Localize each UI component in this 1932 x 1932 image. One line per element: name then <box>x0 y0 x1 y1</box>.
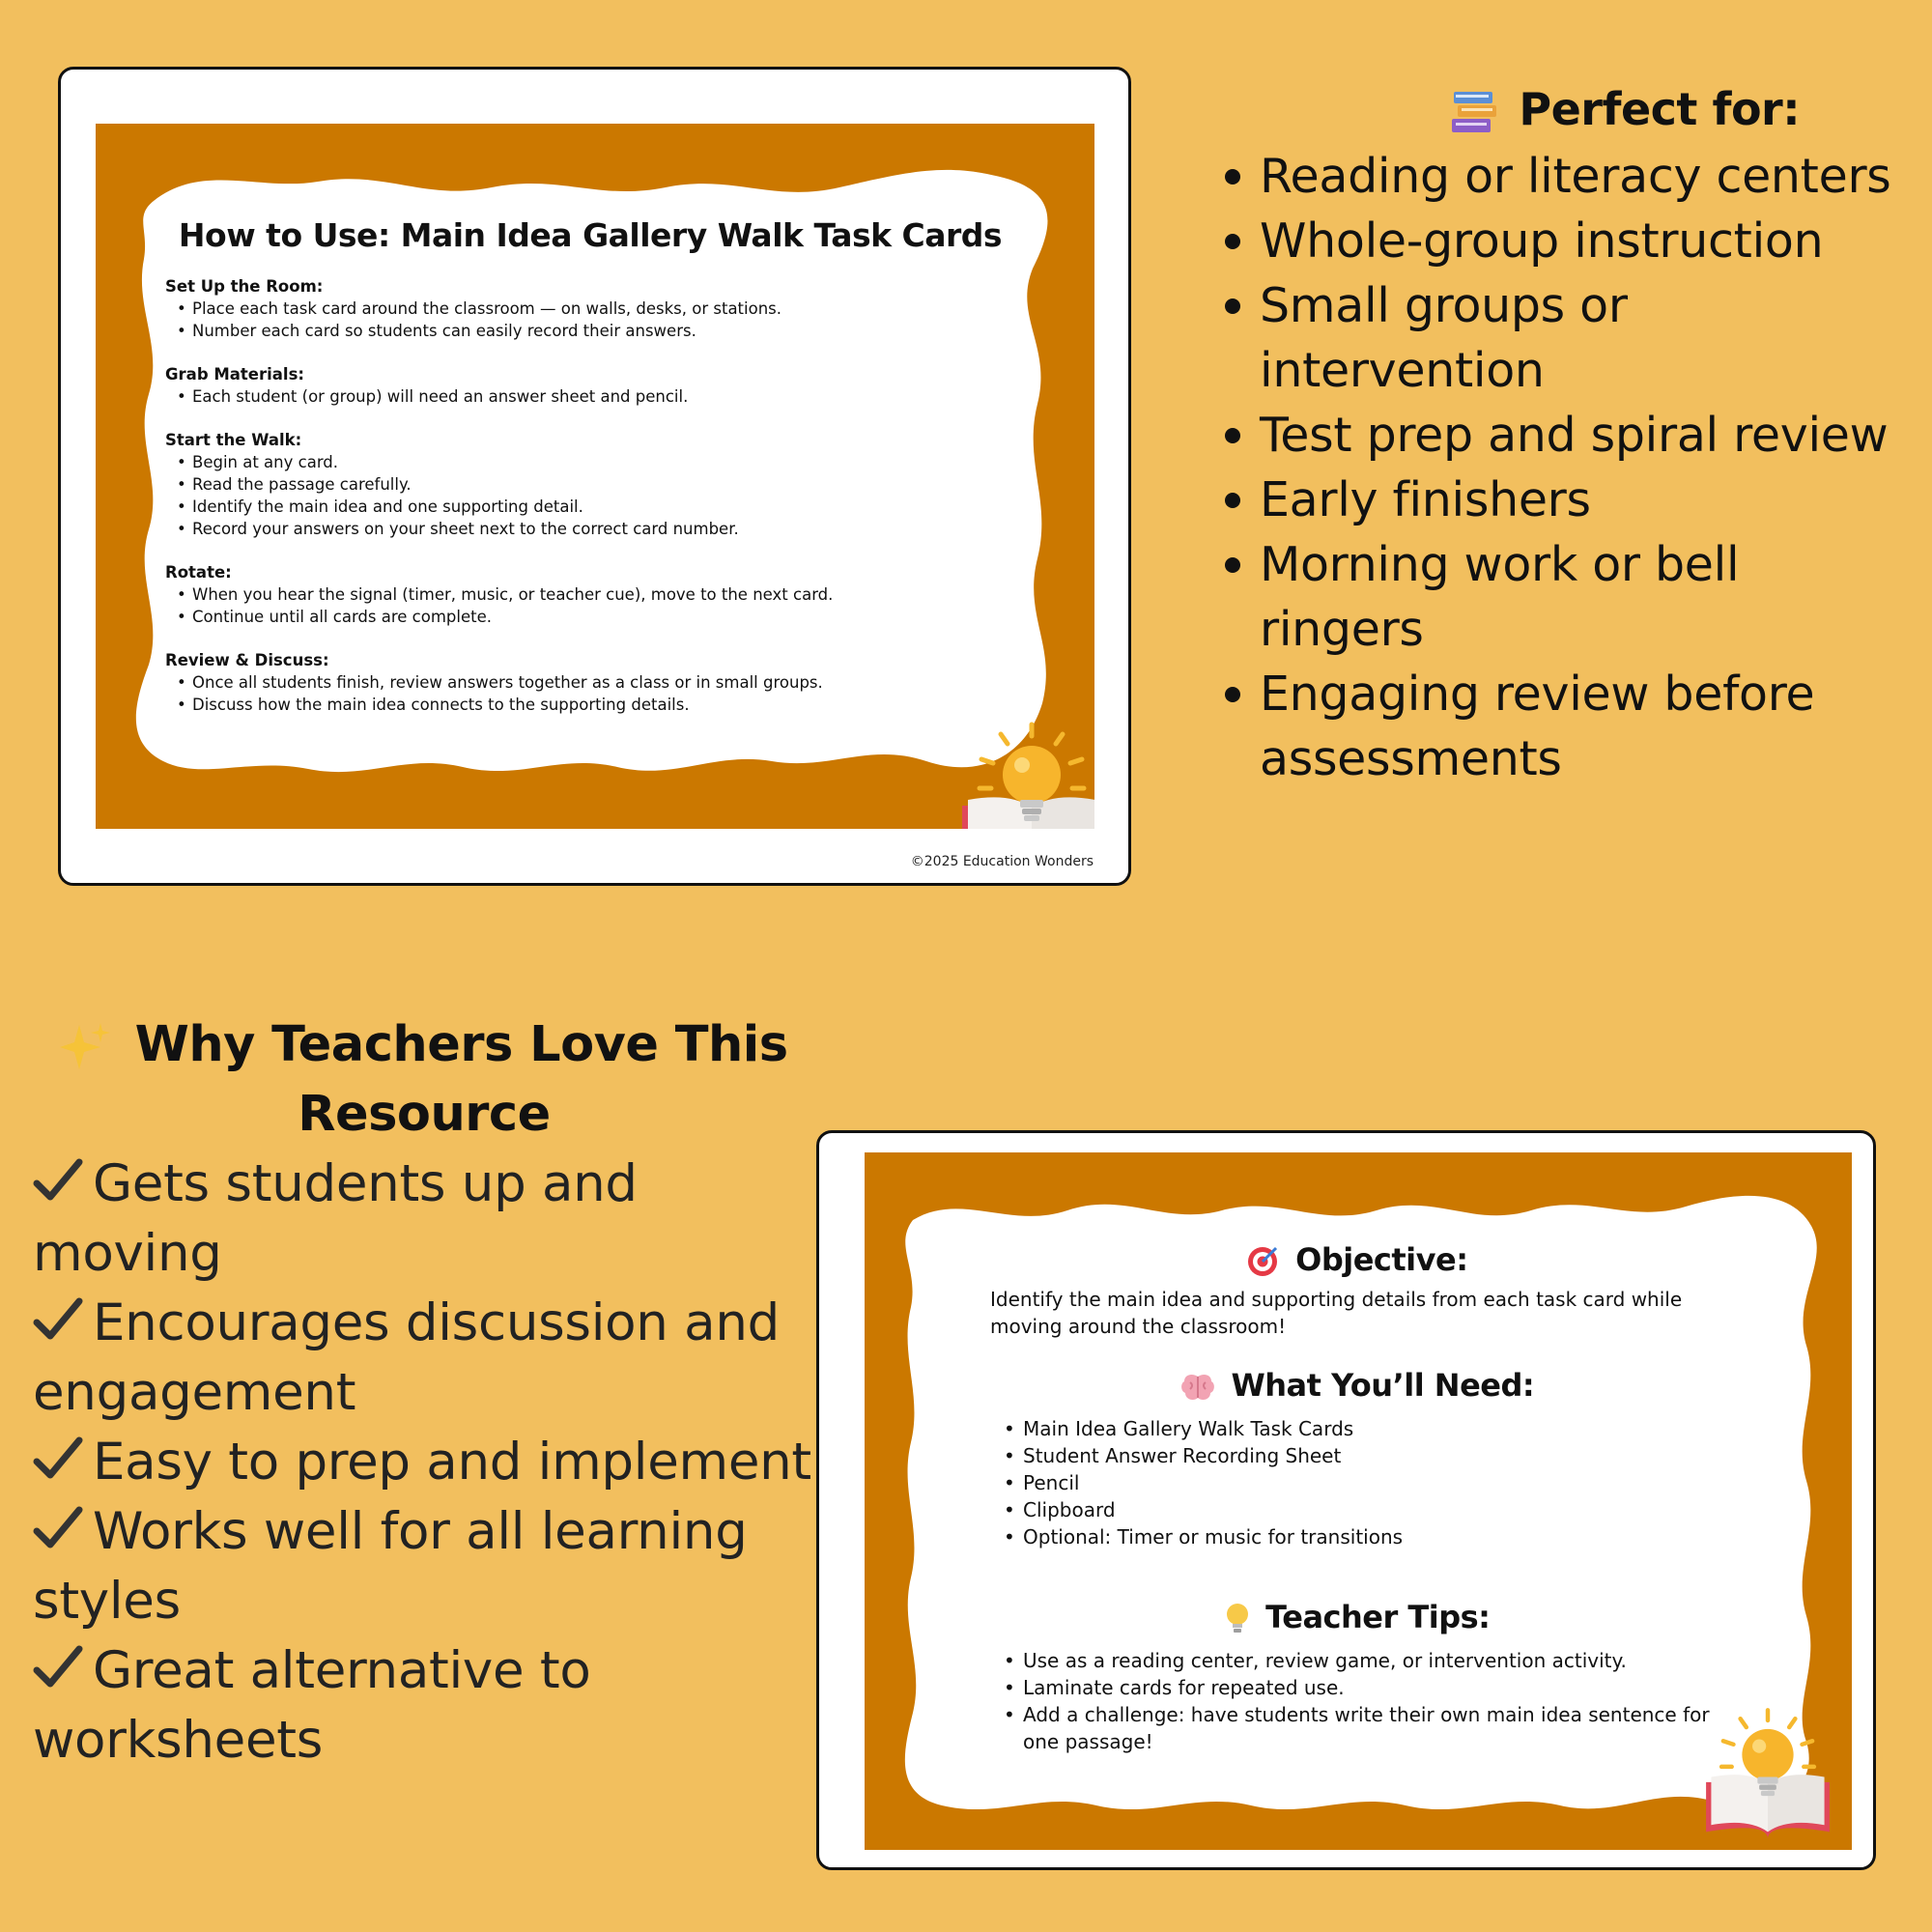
tips-title: Teacher Tips: <box>1265 1599 1491 1635</box>
section-heading: Review & Discuss: <box>165 651 329 669</box>
perfect-for-title: Perfect for: <box>1519 83 1801 135</box>
list-item: • Identify the main idea and one supporting detail. <box>192 496 1015 518</box>
list-item: • Optional: Timer or music for transitions <box>1023 1523 1724 1550</box>
list-item-text: Great alternative to worksheets <box>33 1641 591 1770</box>
tips-list <box>990 1647 1724 1755</box>
check-icon <box>33 1435 83 1483</box>
list-item-text: Encourages discussion and engagement <box>33 1293 780 1422</box>
list-item <box>33 1636 835 1776</box>
objective-heading <box>990 1241 1724 1278</box>
perfect-for-section <box>1219 83 1915 791</box>
section-rotate <box>165 561 1015 628</box>
list-item <box>33 1289 835 1428</box>
list-item: • When you hear the signal (timer, music, or teacher cue), move to the next card. <box>192 583 1015 606</box>
check-icon <box>33 1504 83 1552</box>
needs-title: What You’ll Need: <box>1231 1367 1535 1404</box>
list-item: • Discuss how the main idea connects to the supporting details. <box>192 694 1015 716</box>
list-item: • Once all students finish, review answers together as a class or in small groups. <box>192 671 1015 694</box>
list-item: Whole-group instruction <box>1260 209 1915 273</box>
list-item: • Add a challenge: have students write their own main idea sentence for one passage! <box>1023 1701 1724 1755</box>
list-item: • Number each card so students can easily record their answers. <box>192 320 1015 342</box>
sparkles-icon <box>60 1021 112 1073</box>
list-item: • Each student (or group) will need an answer sheet and pencil. <box>192 385 1015 408</box>
list-item: • Main Idea Gallery Walk Task Cards <box>1023 1415 1724 1442</box>
section-grab-materials <box>165 363 1015 408</box>
list-item: • Laminate cards for repeated use. <box>1023 1674 1724 1701</box>
section-review-discuss <box>165 649 1015 716</box>
section-start-walk <box>165 429 1015 540</box>
needs-block <box>990 1367 1724 1550</box>
section-heading: Set Up the Room: <box>165 277 324 296</box>
how-to-use-card <box>58 67 1131 886</box>
lightbulb-book-icon <box>953 719 1094 829</box>
list-item <box>33 1497 835 1636</box>
how-to-use-content <box>165 216 1015 737</box>
list-item: Reading or literacy centers <box>1260 144 1915 209</box>
check-icon <box>33 1156 83 1205</box>
tips-block <box>990 1599 1724 1755</box>
list-item: • Place each task card around the classroom — on walls, desks, or stations. <box>192 298 1015 320</box>
why-teachers-title: Why Teachers Love This Resource <box>134 1016 788 1143</box>
objective-text: Identify the main idea and supporting details from each task card while moving around the classroom! <box>990 1288 1683 1338</box>
how-to-use-title: How to Use: Main Idea Gallery Walk Task Cards <box>178 216 1003 254</box>
check-icon <box>33 1295 83 1344</box>
list-item <box>33 1150 835 1289</box>
list-item <box>33 1428 835 1497</box>
perfect-for-list <box>1219 144 1915 791</box>
why-teachers-heading <box>33 1010 815 1150</box>
list-item-text: Easy to prep and implement <box>93 1433 811 1492</box>
list-item-text: Works well for all learning styles <box>33 1502 748 1631</box>
objective-title: Objective: <box>1295 1241 1468 1278</box>
lightbulb-icon <box>1225 1603 1250 1635</box>
needs-heading <box>990 1367 1724 1404</box>
perfect-for-heading <box>1219 83 1915 136</box>
copyright-text: ©2025 Education Wonders <box>910 854 1094 869</box>
section-heading: Grab Materials: <box>165 365 305 384</box>
list-item: • Continue until all cards are complete. <box>192 606 1015 628</box>
card-orange-panel <box>96 124 1094 829</box>
target-icon <box>1246 1245 1279 1278</box>
list-item: • Student Answer Recording Sheet <box>1023 1442 1724 1469</box>
list-item-text: Gets students up and moving <box>33 1154 638 1283</box>
list-item: • Read the passage carefully. <box>192 473 1015 496</box>
tips-heading <box>990 1599 1724 1635</box>
lightbulb-book-icon <box>1699 1701 1836 1846</box>
list-item: • Begin at any card. <box>192 451 1015 473</box>
list-item: • Clipboard <box>1023 1496 1724 1523</box>
why-teachers-list <box>33 1150 835 1776</box>
objective-card <box>816 1130 1876 1870</box>
list-item: Morning work or bell ringers <box>1260 532 1915 662</box>
section-set-up <box>165 275 1015 342</box>
list-item: • Use as a reading center, review game, or intervention activity. <box>1023 1647 1724 1674</box>
list-item: • Pencil <box>1023 1469 1724 1496</box>
section-heading: Start the Walk: <box>165 431 302 449</box>
section-heading: Rotate: <box>165 563 232 582</box>
list-item: Engaging review before assessments <box>1260 662 1915 791</box>
brain-icon <box>1180 1373 1215 1402</box>
list-item: Test prep and spiral review <box>1260 403 1915 468</box>
why-teachers-section <box>33 1010 835 1776</box>
books-icon <box>1450 90 1498 136</box>
check-icon <box>33 1643 83 1691</box>
card-orange-panel <box>865 1152 1852 1850</box>
objective-block <box>990 1241 1724 1340</box>
list-item: Small groups or intervention <box>1260 273 1915 403</box>
needs-list <box>990 1415 1724 1550</box>
list-item: Early finishers <box>1260 468 1915 532</box>
list-item: • Record your answers on your sheet next to the correct card number. <box>192 518 1015 540</box>
